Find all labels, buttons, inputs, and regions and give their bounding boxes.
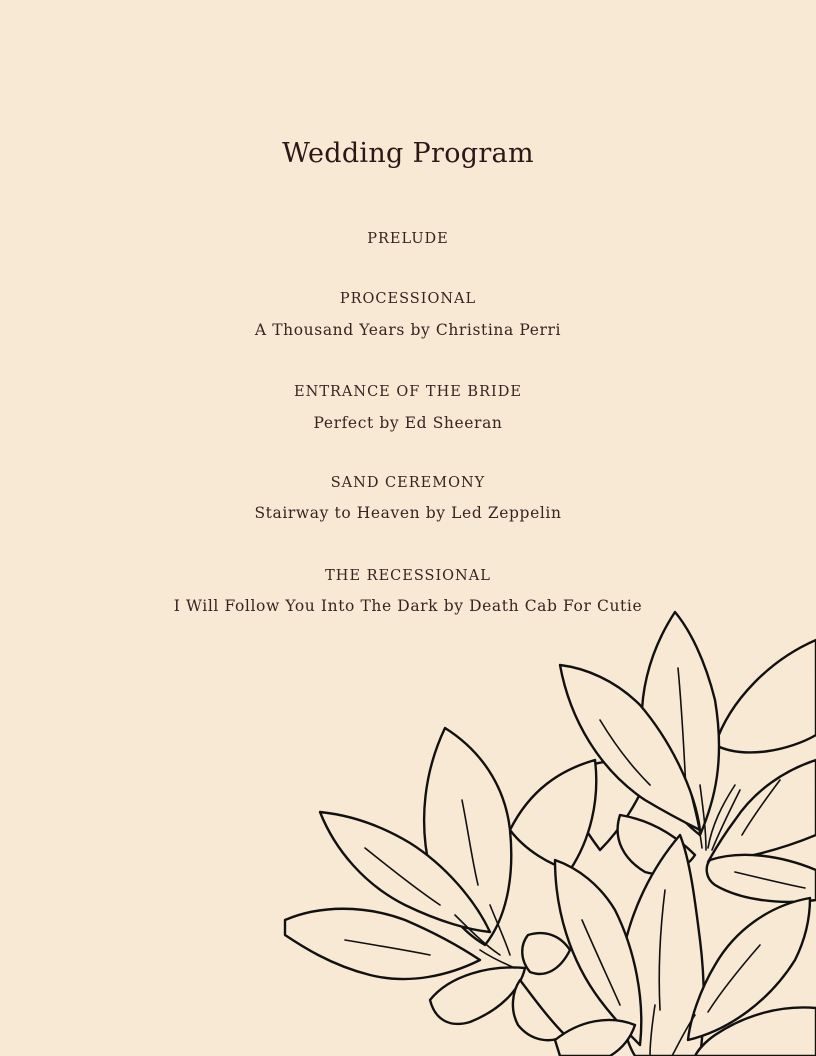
section-heading-the-recessional: THE RECESSIONAL [325, 568, 491, 584]
song-the-recessional: I Will Follow You Into The Dark by Death Cab For Cutie [173, 597, 643, 615]
song-entrance-of-the-bride: Perfect by Ed Sheeran [313, 414, 503, 432]
song-sand-ceremony: Stairway to Heaven by Led Zeppelin [254, 504, 562, 522]
page-title: Wedding Program [282, 138, 534, 169]
section-heading-prelude: PRELUDE [367, 231, 449, 247]
section-heading-entrance-of-the-bride: ENTRANCE OF THE BRIDE [294, 384, 522, 400]
section-heading-processional: PROCESSIONAL [339, 291, 477, 307]
song-processional: A Thousand Years by Christina Perri [254, 321, 562, 339]
section-heading-sand-ceremony: SAND CEREMONY [330, 475, 486, 491]
